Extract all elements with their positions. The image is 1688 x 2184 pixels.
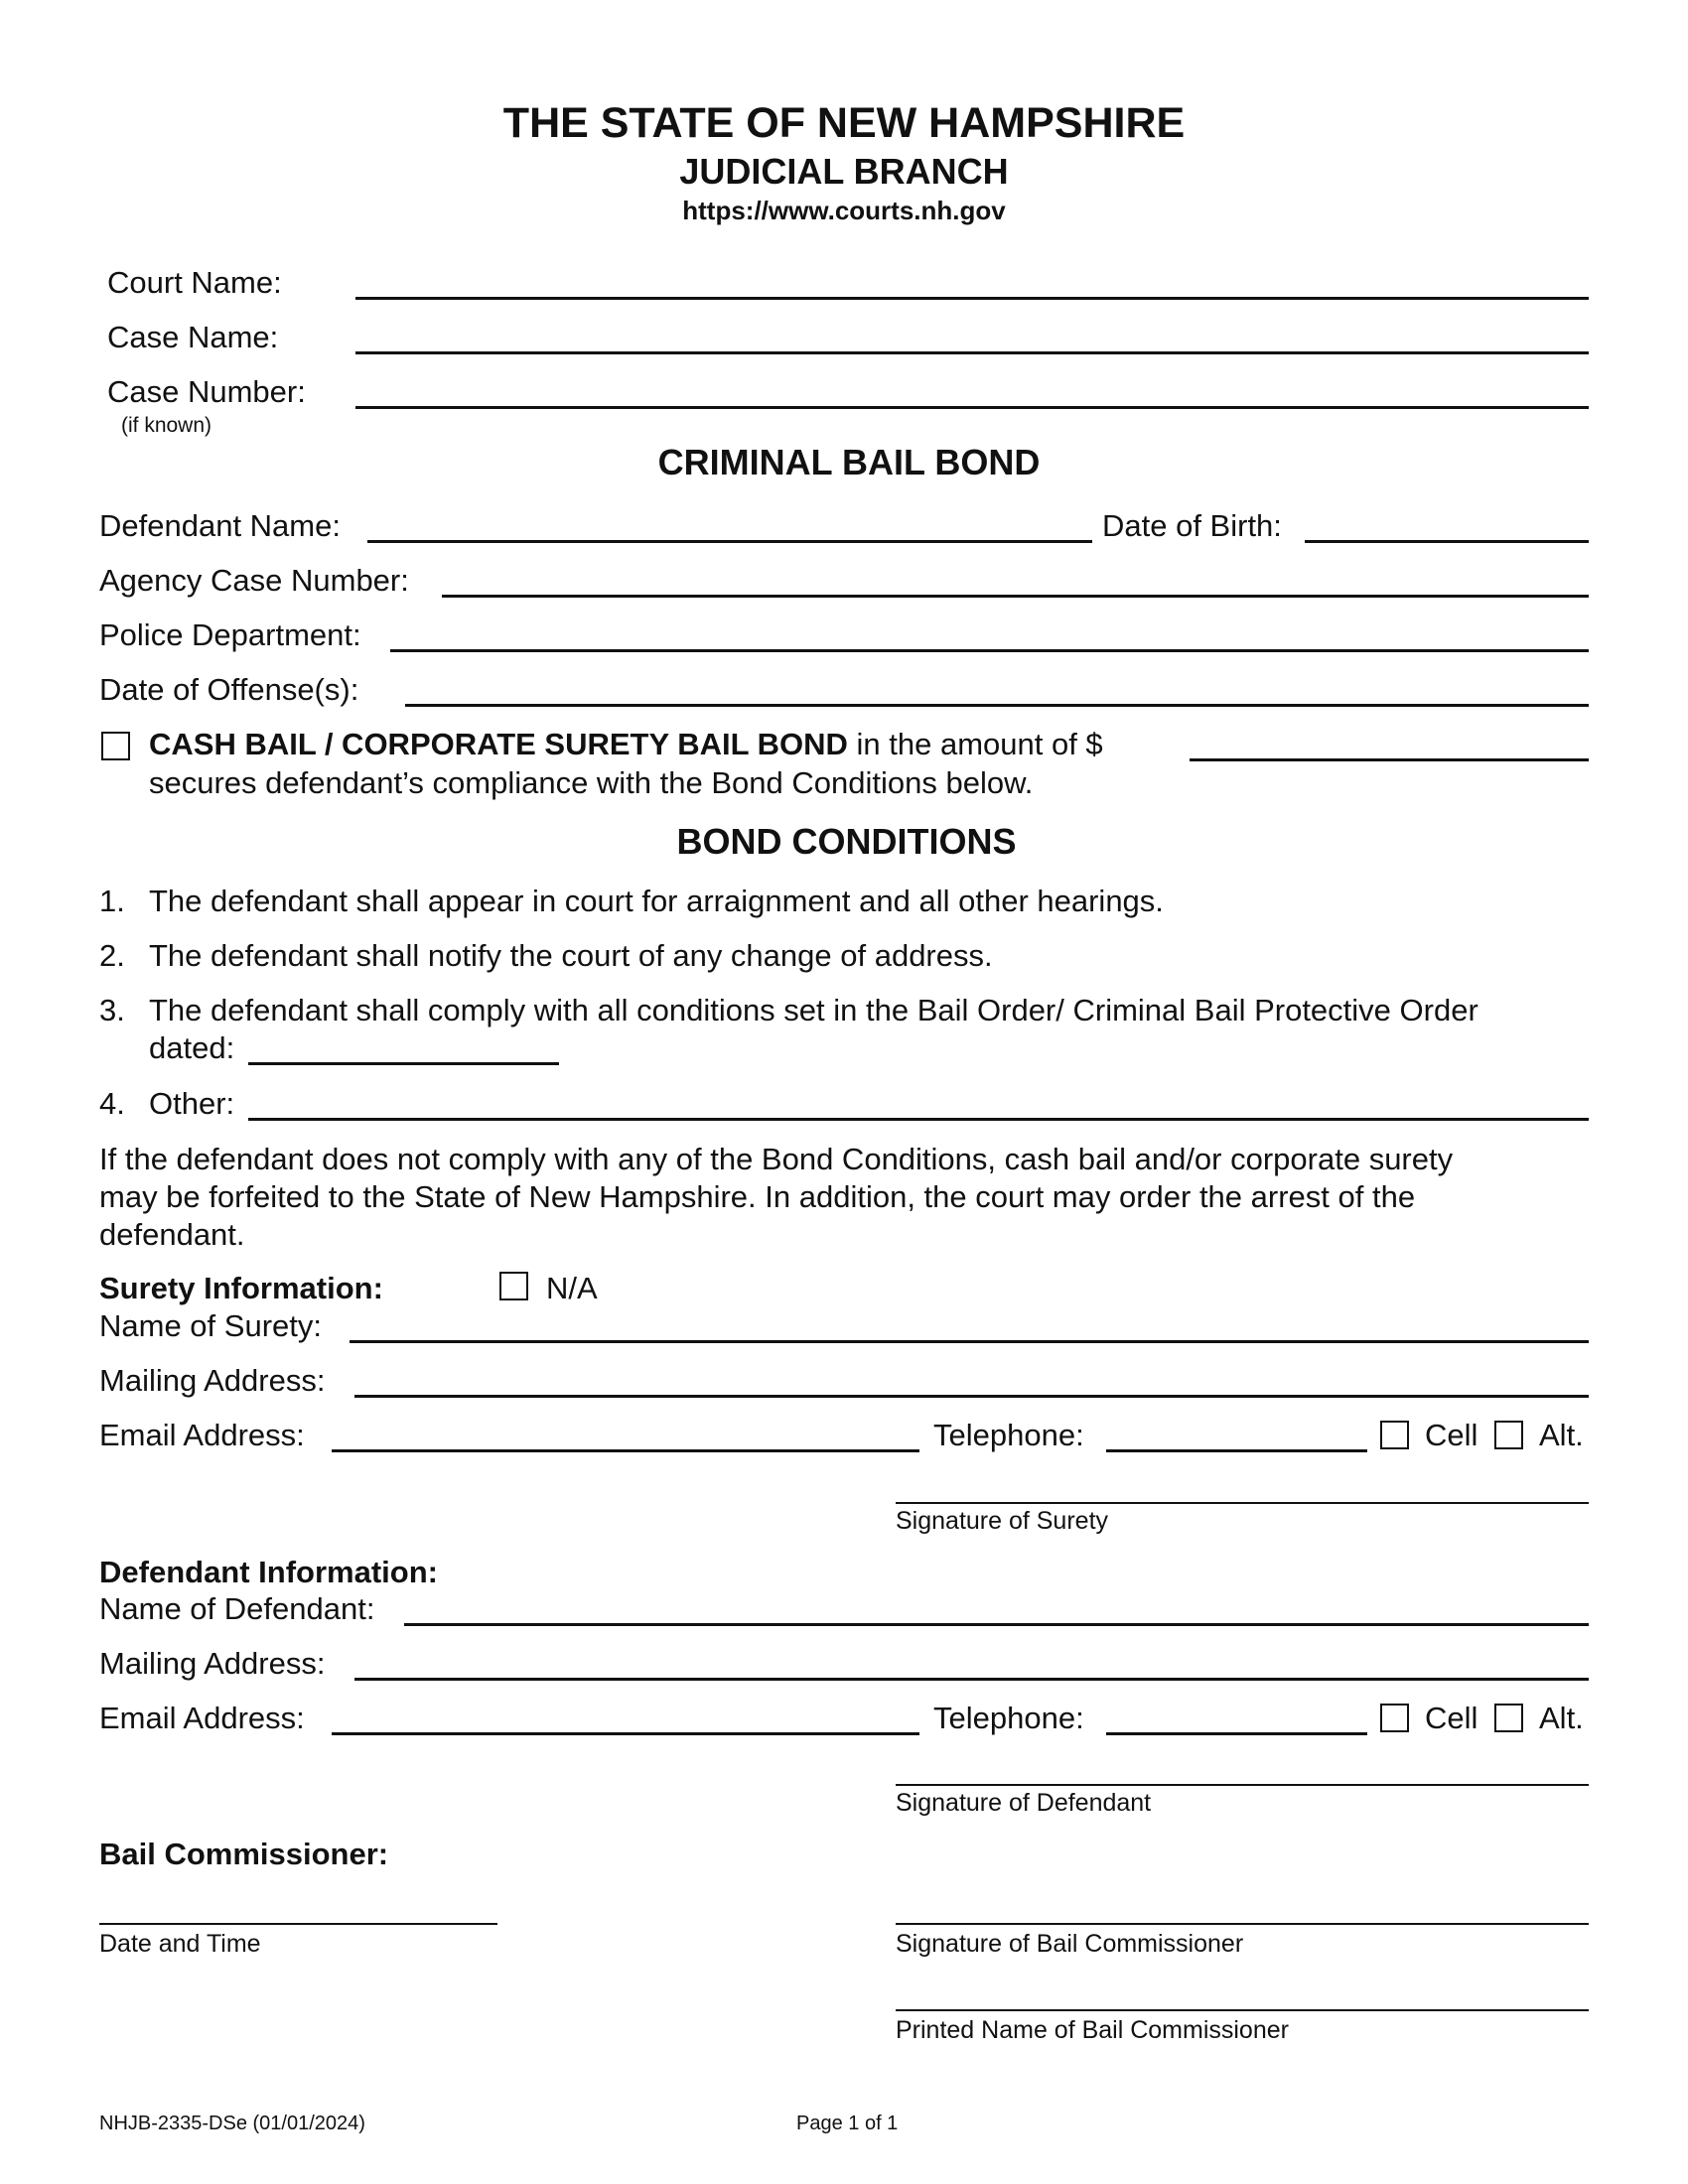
condition-2-text: The defendant shall notify the court of any change of address. [149,938,993,973]
court-name-label: Court Name: [107,265,282,300]
condition-3-text: The defendant shall comply with all conditions set in the Bail Order/ Criminal Bail Protective Order [149,993,1478,1027]
form-id: NHJB-2335-DSe (01/01/2024) [99,2113,365,2134]
defendant-name-label: Defendant Name: [99,508,341,543]
surety-name-field[interactable] [350,1340,1589,1343]
cash-bail-checkbox[interactable] [101,732,130,760]
defendant-cell-label: Cell [1425,1701,1478,1735]
defendant-alt-label: Alt. [1539,1701,1584,1735]
surety-email-label: Email Address: [99,1418,305,1452]
commissioner-signature-line[interactable] [896,1923,1589,1925]
case-name-label: Case Name: [107,320,279,354]
condition-1-number: 1. [99,884,125,918]
page-number: Page 1 of 1 [796,2113,899,2134]
surety-mailing-field[interactable] [354,1395,1589,1398]
commissioner-printed-name-label: Printed Name of Bail Commissioner [896,2016,1289,2044]
commissioner-printed-name-line[interactable] [896,2009,1589,2011]
condition-1-text: The defendant shall appear in court for arraignment and all other hearings. [149,884,1164,918]
surety-cell-checkbox[interactable] [1380,1421,1409,1449]
cash-bail-label: CASH BAIL / CORPORATE SURETY BAIL BOND [149,727,848,761]
order-dated-field[interactable] [248,1062,559,1065]
surety-email-field[interactable] [332,1449,919,1452]
defendant-cell-checkbox[interactable] [1380,1704,1409,1732]
agency-case-number-field[interactable] [442,595,1589,598]
surety-signature-line[interactable] [896,1502,1589,1504]
condition-4-number: 4. [99,1086,125,1121]
surety-name-label: Name of Surety: [99,1308,322,1343]
date-time-line[interactable] [99,1923,497,1925]
case-number-field[interactable] [355,406,1589,409]
date-time-label: Date and Time [99,1930,261,1958]
police-department-field[interactable] [390,649,1589,652]
condition-4-other-label: Other: [149,1086,235,1121]
surety-cell-label: Cell [1425,1418,1478,1452]
condition-2-number: 2. [99,938,125,973]
defendant-signature-label: Signature of Defendant [896,1789,1152,1817]
date-of-birth-field[interactable] [1305,540,1589,543]
defendant-info-heading: Defendant Information: [99,1555,438,1589]
surety-mailing-label: Mailing Address: [99,1363,326,1398]
agency-case-number-label: Agency Case Number: [99,563,409,598]
surety-alt-label: Alt. [1539,1418,1584,1452]
surety-heading: Surety Information: [99,1271,383,1305]
surety-telephone-label: Telephone: [933,1418,1084,1452]
surety-na-label: N/A [546,1271,598,1305]
commissioner-signature-label: Signature of Bail Commissioner [896,1930,1244,1958]
case-name-field[interactable] [355,351,1589,354]
branch-title: JUDICIAL BRANCH [679,151,1009,192]
defendant-signature-line[interactable] [896,1784,1589,1786]
date-of-offense-field[interactable] [405,704,1589,707]
defendant-mailing-label: Mailing Address: [99,1646,326,1681]
bail-amount-field[interactable] [1190,758,1589,761]
police-department-label: Police Department: [99,617,361,652]
defendant-name-field[interactable] [367,540,1092,543]
surety-telephone-field[interactable] [1106,1449,1367,1452]
surety-signature-label: Signature of Surety [896,1507,1109,1535]
surety-na-checkbox[interactable] [499,1272,528,1300]
form-title: CRIMINAL BAIL BOND [657,442,1041,482]
warning-line-3: defendant. [99,1217,245,1252]
surety-alt-checkbox[interactable] [1494,1421,1523,1449]
condition-3-dated-label: dated: [149,1030,235,1065]
court-name-field[interactable] [355,297,1589,300]
defendant-email-label: Email Address: [99,1701,305,1735]
defendant-info-name-field[interactable] [404,1623,1589,1626]
condition-3-number: 3. [99,993,125,1027]
bail-commissioner-heading: Bail Commissioner: [99,1837,389,1871]
defendant-alt-checkbox[interactable] [1494,1704,1523,1732]
defendant-mailing-field[interactable] [354,1678,1589,1681]
defendant-email-field[interactable] [332,1732,919,1735]
cash-bail-text [149,727,1103,762]
bond-conditions-heading: BOND CONDITIONS [676,821,1017,862]
other-condition-field[interactable] [248,1118,1589,1121]
court-url[interactable]: https://www.courts.nh.gov [682,196,1006,225]
cash-bail-amount-text: in the amount of $ [856,727,1103,761]
defendant-info-name-label: Name of Defendant: [99,1591,375,1626]
case-number-label: Case Number: [107,374,306,409]
date-of-birth-label: Date of Birth: [1102,508,1282,543]
warning-line-2: may be forfeited to the State of New Hampshire. In addition, the court may order the arrest of the [99,1179,1416,1214]
if-known-note: (if known) [121,414,212,437]
date-of-offense-label: Date of Offense(s): [99,672,359,707]
warning-line-1: If the defendant does not comply with any of the Bond Conditions, cash bail and/or corporate surety [99,1142,1454,1176]
defendant-telephone-field[interactable] [1106,1732,1367,1735]
defendant-telephone-label: Telephone: [933,1701,1084,1735]
cash-bail-line2: secures defendant’s compliance with the Bond Conditions below. [149,765,1034,800]
state-title: THE STATE OF NEW HAMPSHIRE [502,99,1186,147]
